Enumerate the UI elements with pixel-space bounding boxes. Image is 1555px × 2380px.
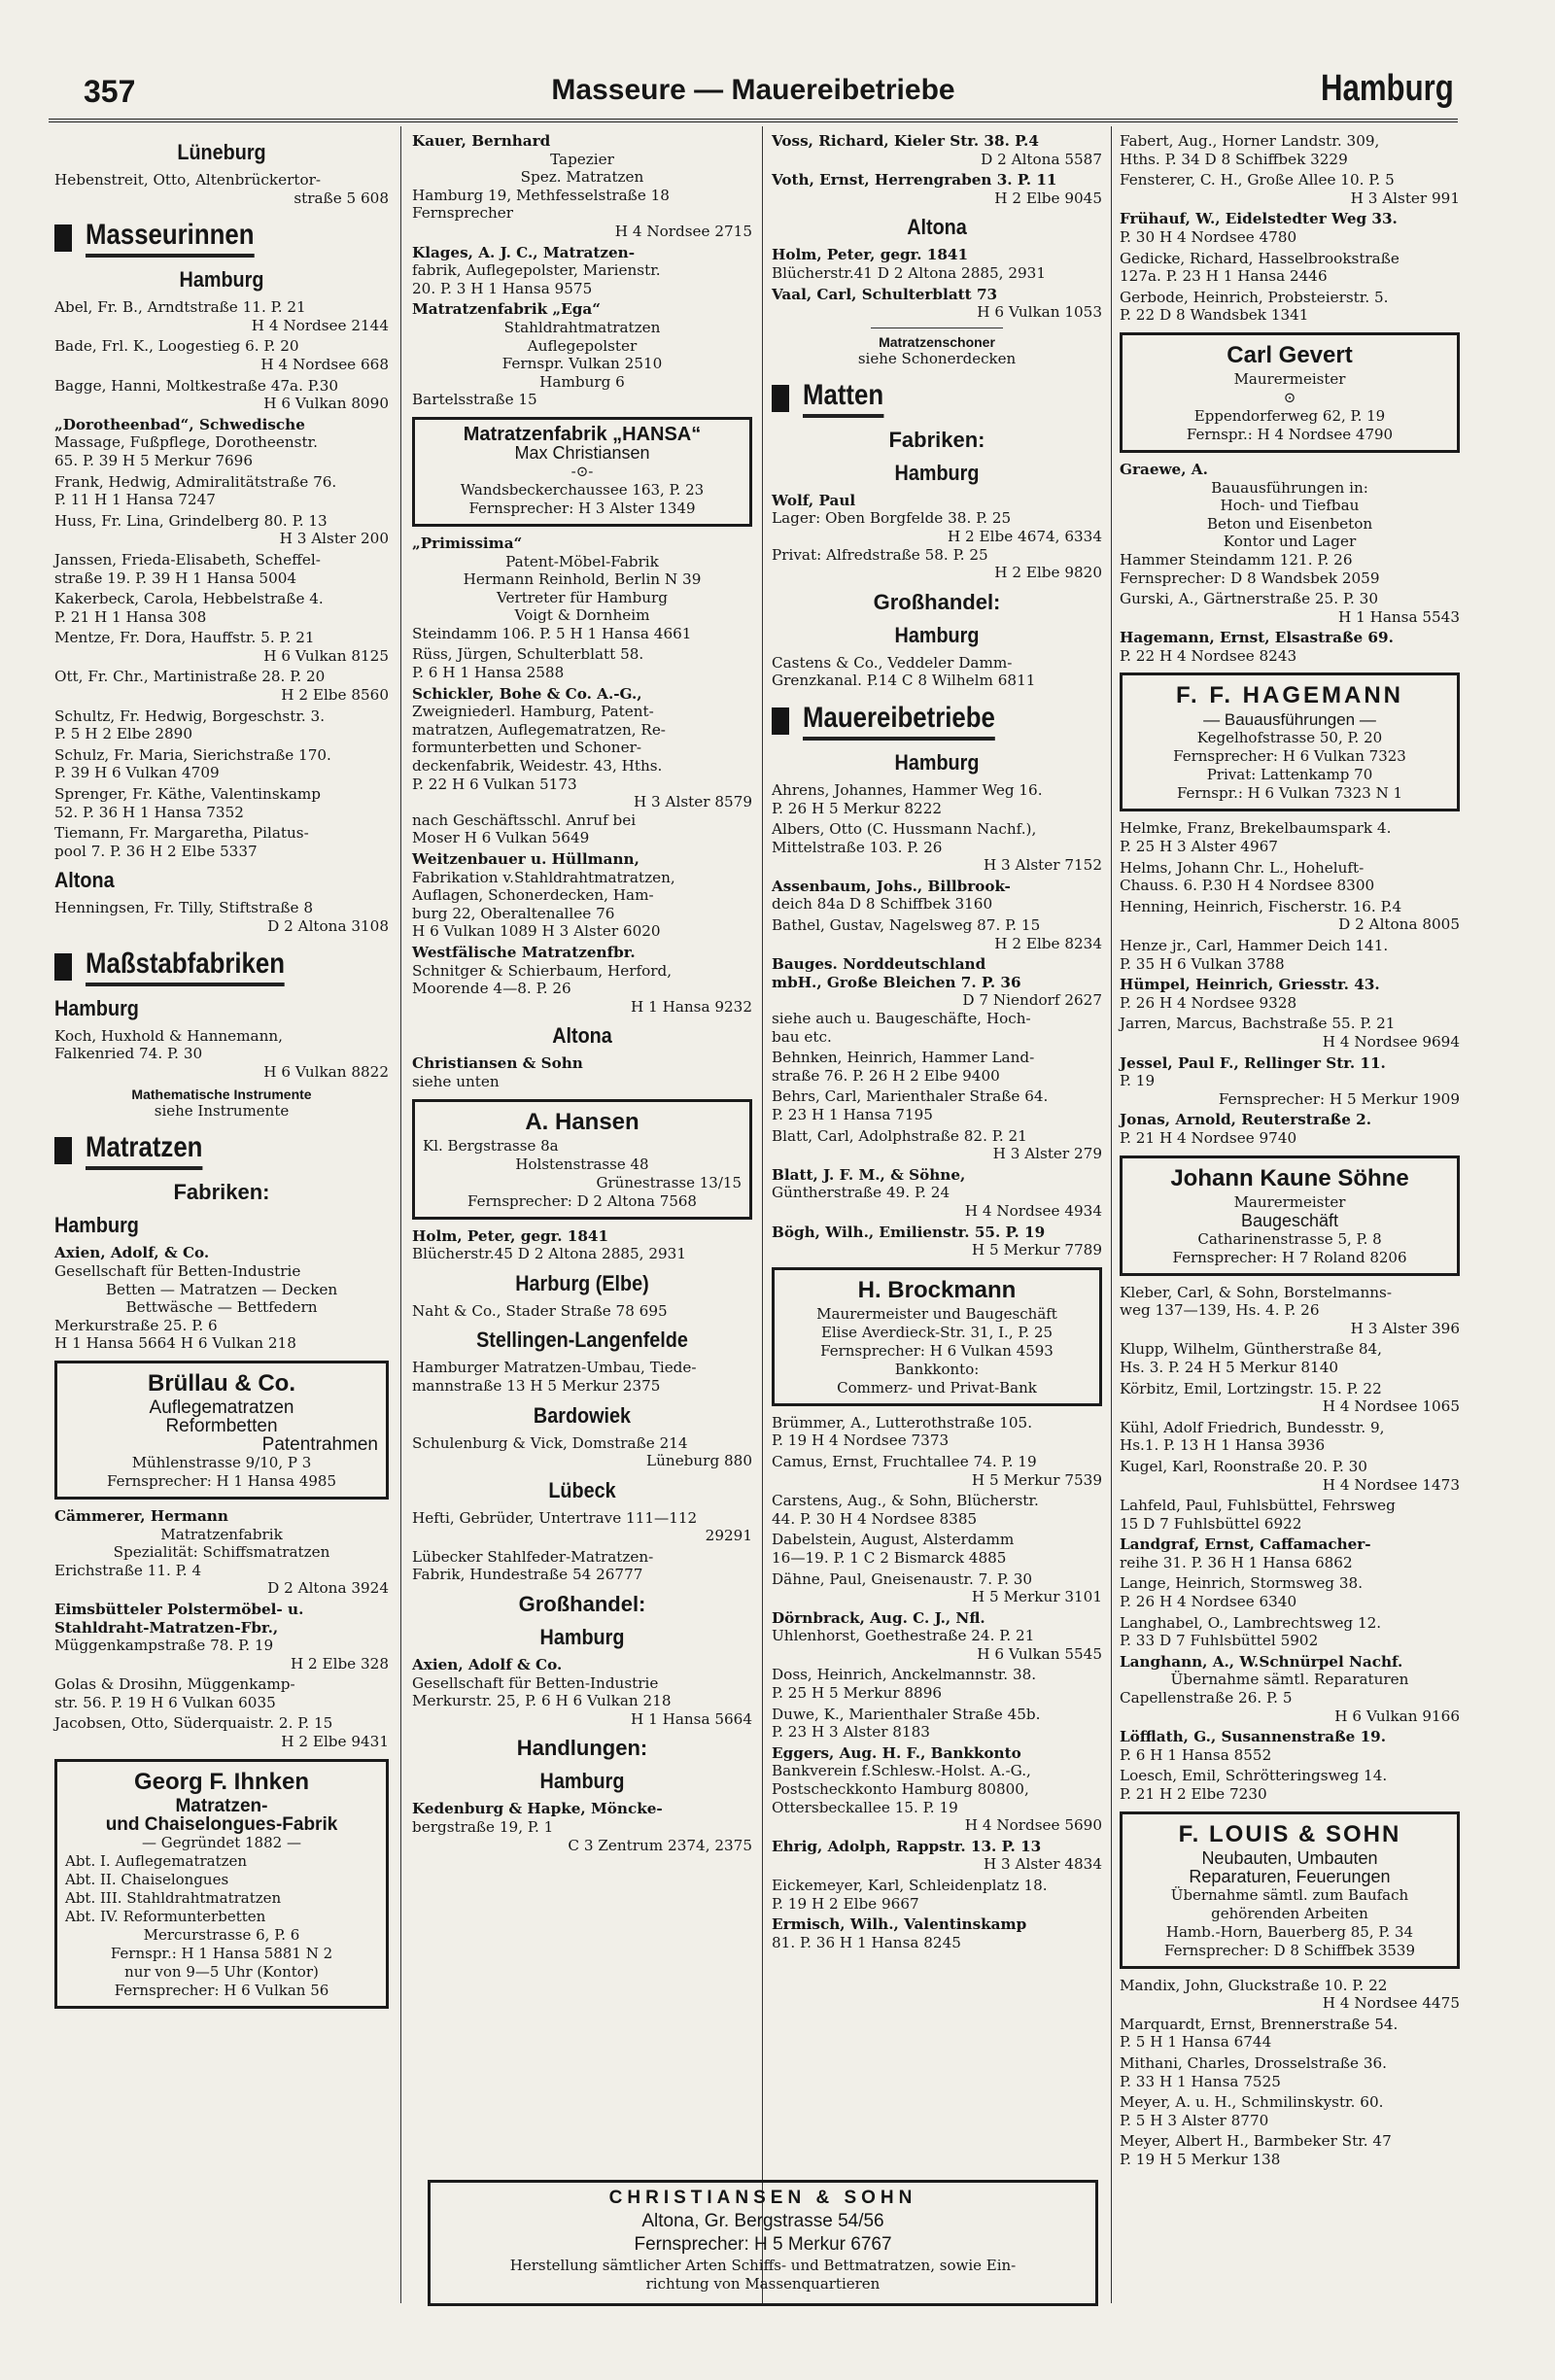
page-header	[49, 68, 1458, 122]
entry: Kugel, Karl, Roonstraße 20. P. 30 H 4 Nordsee 1473	[1120, 1457, 1460, 1494]
entry: Cämmerer, Hermann Matratzenfabrik Spezialität: Schiffsmatratzen Erichstraße 11. P. 4 D 2 Altona 3924	[54, 1506, 389, 1598]
entry: Kauer, Bernhard Tapezier Spez. Matratzen Hamburg 19, Methfesselstraße 18 Fernsprecher H 4 Nordsee 2715	[412, 132, 752, 240]
column-1	[51, 132, 393, 2309]
running-title: Masseure — Mauereibetriebe	[551, 74, 955, 106]
bullet-square-icon	[54, 1137, 72, 1164]
entry: Körbitz, Emil, Lortzingstr. 15. P. 22 H 4 Nordsee 1065	[1120, 1379, 1460, 1416]
location-heading: Hamburg	[54, 995, 139, 1020]
entry: Bagge, Hanni, Moltkestraße 47a. P.30 H 6 Vulkan 8090	[54, 376, 389, 413]
entry: Bögh, Wilh., Emilienstr. 55. P. 19 H 5 Merkur 7789	[772, 1223, 1102, 1259]
location-heading: Harburg (Elbe)	[515, 1270, 649, 1295]
entry: Wolf, Paul Lager: Oben Borgfelde 38. P. 25 H 2 Elbe 4674, 6334 Privat: Alfredstraße 58. P. 25 H 2 Elbe 9820	[772, 491, 1102, 582]
category-heading: Maßstabfabriken	[54, 948, 389, 986]
entry: Hamburger Matratzen-Umbau, Tiede- mannstraße 13 H 5 Merkur 2375	[412, 1359, 697, 1395]
advert-gevert: Carl Gevert Maurermeister ⊙ Eppendorferweg 62, P. 19 Fernspr.: H 4 Nordsee 4790	[1120, 332, 1460, 453]
advert-christiansen-sohn: CHRISTIANSEN & SOHN Altona, Gr. Bergstrasse 54/56 Fernsprecher: H 5 Merkur 6767 Herstellung sämtlicher Arten Schiffs- und Bettmatratzen, sowie Ein- richtung von Massenquartieren	[428, 2180, 1098, 2306]
entry: Lahfeld, Paul, Fuhlsbüttel, Fehrsweg 15 D 7 Fuhlsbüttel 6922	[1120, 1497, 1396, 1533]
entry: Jarren, Marcus, Bachstraße 55. P. 21 H 4 Nordsee 9694	[1120, 1015, 1460, 1051]
category-heading: Matratzen	[54, 1131, 389, 1170]
entry: Jonas, Arnold, Reuterstraße 2. P. 21 H 4 Nordsee 9740	[1120, 1111, 1372, 1147]
entry: Kühl, Adolf Friedrich, Bundesstr. 9, Hs.1. P. 13 H 1 Hansa 3936	[1120, 1418, 1385, 1455]
advert-ihnken: Georg F. Ihnken Matratzen- und Chaiselongues-Fabrik — Gegründet 1882 — Abt. I. Auflegematratzen Abt. II. Chaiselongues Abt. III. Stahldrahtmatratzen Abt. IV. Reformunterbetten Mercurstrasse 6, P. 6 Fernspr.: H 1 Hansa 5881 N 2 nur von 9—5 Uhr (Kontor) Fernsprecher: H 6 Vulkan 56	[54, 1759, 389, 2009]
entry: Abel, Fr. B., Arndtstraße 11. P. 21 H 4 Nordsee 2144	[54, 298, 389, 334]
circle-dot-icon: ⊙	[1283, 388, 1296, 406]
subheading: Fabriken:	[888, 427, 985, 452]
entry: Sprenger, Fr. Käthe, Valentinskamp 52. P. 36 H 1 Hansa 7352	[54, 785, 321, 821]
entry: Voth, Ernst, Herrengraben 3. P. 11 H 2 Elbe 9045	[772, 171, 1102, 207]
entry: Meyer, A. u. H., Schmilinskystr. 60. P. 5 H 3 Alster 8770	[1120, 2093, 1384, 2129]
entry: Blatt, Carl, Adolphstraße 82. P. 21 H 3 Alster 279	[772, 1126, 1102, 1163]
entry: „Dorotheenbad“, Schwedische Massage, Fußpflege, Dorotheenstr. 65. P. 39 H 5 Merkur 7696	[54, 415, 318, 469]
location-heading: Lüneburg	[177, 140, 266, 164]
location-heading: Altona	[54, 868, 115, 893]
entry: Ahrens, Johannes, Hammer Weg 16. P. 26 H 5 Merkur 8222	[772, 780, 1043, 817]
entry: Naht & Co., Stader Straße 78 695	[412, 1301, 668, 1320]
entry: Marquardt, Ernst, Brennerstraße 54. P. 5 H 1 Hansa 6744	[1120, 2015, 1399, 2052]
location-heading: Stellingen-Langenfelde	[476, 1328, 688, 1353]
entry: Fabert, Aug., Horner Landstr. 309, Hths. P. 34 D 8 Schiffbek 3229	[1120, 132, 1380, 168]
subheading: Großhandel:	[873, 589, 1001, 614]
entry: Meyer, Albert H., Barmbeker Str. 47 P. 19 H 5 Merkur 138	[1120, 2132, 1392, 2168]
location-heading: Hamburg	[179, 267, 264, 293]
entry: Langhann, A., W.Schnürpel Nachf. Übernahme sämtl. Reparaturen Capellenstraße 26. P. 5 H 6 Vulkan 9166	[1120, 1652, 1460, 1725]
bullet-square-icon	[54, 953, 72, 981]
entry: Henningsen, Fr. Tilly, Stiftstraße 8 D 2 Altona 3108	[54, 899, 389, 935]
entry: Langhabel, O., Lambrechtsweg 12. P. 33 D 7 Fuhlsbüttel 5902	[1120, 1613, 1382, 1650]
entry: Christiansen & Sohn siehe unten	[412, 1054, 583, 1090]
entry: Schulenburg & Vick, Domstraße 214 Lüneburg 880	[412, 1433, 752, 1470]
entry: Koch, Huxhold & Hannemann, Falkenried 74. P. 30 H 6 Vulkan 8822	[54, 1026, 389, 1081]
entry: Westfälische Matratzenfbr. Schnitger & Schierbaum, Herford, Moorende 4—8. P. 26 H 1 Hansa 9232	[412, 943, 752, 1016]
bullet-square-icon	[772, 707, 789, 735]
column-3	[768, 132, 1106, 2309]
entry: Duwe, K., Marienthaler Straße 45b. P. 23 H 3 Alster 8183	[772, 1705, 1041, 1742]
entry: Golas & Drosihn, Müggenkamp- str. 56. P. 19 H 6 Vulkan 6035	[54, 1675, 295, 1711]
advert-hansa: Matratzenfabrik „HANSA“ Max Christiansen -⊙- Wandsbeckerchaussee 163, P. 23 Fernsprecher: H 3 Alster 1349	[412, 417, 752, 527]
entry: Landgraf, Ernst, Caffamacher- reihe 31. P. 36 H 1 Hansa 6862	[1120, 1535, 1371, 1571]
entry: Kedenburg & Hapke, Möncke- bergstraße 19, P. 1 C 3 Zentrum 2374, 2375	[412, 1800, 752, 1854]
advert-hagemann: F. F. HAGEMANN — Bauausführungen — Kegelhofstrasse 50, P. 20 Fernsprecher: H 6 Vulkan 7323 Privat: Lattenkamp 70 Fernspr.: H 6 Vulkan 7323 N 1	[1120, 673, 1460, 811]
entry: Janssen, Frieda-Elisabeth, Scheffel- straße 19. P. 39 H 1 Hansa 5004	[54, 550, 321, 587]
entry: Mandix, John, Gluckstraße 10. P. 22 H 4 Nordsee 4475	[1120, 1976, 1460, 2013]
subheading: Großhandel:	[518, 1592, 646, 1617]
entry: Klupp, Wilhelm, Güntherstraße 84, Hs. 3. P. 24 H 5 Merkur 8140	[1120, 1340, 1382, 1376]
location-heading: Hamburg	[894, 460, 980, 485]
location-heading: Bardowiek	[533, 1402, 632, 1428]
bullet-square-icon	[54, 224, 72, 252]
entry: Vaal, Carl, Schulterblatt 73 H 6 Vulkan 1053	[772, 285, 1102, 322]
entry: Kakerbeck, Carola, Hebbelstraße 4. P. 21 H 1 Hansa 308	[54, 590, 324, 626]
cross-reference: Matratzenschoner siehe Schonerdecken	[857, 333, 1017, 367]
location-heading: Hamburg	[54, 1213, 139, 1238]
entry: Schulz, Fr. Maria, Sierichstraße 170. P. 39 H 6 Vulkan 4709	[54, 745, 331, 782]
entry: Hagemann, Ernst, Elsastraße 69. P. 22 H 4 Nordsee 8243	[1120, 629, 1394, 665]
subheading: Handlungen:	[516, 1736, 648, 1761]
entry: Hümpel, Heinrich, Griesstr. 43. P. 26 H 4 Nordsee 9328	[1120, 976, 1380, 1012]
entry: Matratzenfabrik „Ega“ Stahldrahtmatratzen Auflegepolster Fernspr. Vulkan 2510 Hamburg 6 Bartelsstraße 15	[412, 300, 663, 409]
entry: Hefti, Gebrüder, Untertrave 111—112 29291	[412, 1508, 752, 1545]
entry: Ermisch, Wilh., Valentinskamp 81. P. 36 H 1 Hansa 8245	[772, 1915, 1027, 1951]
entry: Lübecker Stahlfeder-Matratzen- Fabrik, Hundestraße 54 26777	[412, 1547, 654, 1584]
entry: Frühauf, W., Eidelstedter Weg 33. P. 30 H 4 Nordsee 4780	[1120, 210, 1398, 246]
entry: Eimsbütteler Polstermöbel- u. Stahldraht-Matratzen-Fbr., Müggenkampstraße 78. P. 19 H 2 Elbe 328	[54, 1600, 389, 1673]
entry: Axien, Adolf & Co. Gesellschaft für Betten-Industrie Merkurstr. 25, P. 6 H 6 Vulkan 218 H 1 Hansa 5664	[412, 1656, 752, 1728]
entry: Gerbode, Heinrich, Probsteierstr. 5. P. 22 D 8 Wandsbek 1341	[1120, 288, 1389, 325]
column-rule	[762, 126, 763, 2303]
advert-hansen: A. Hansen Kl. Bergstrasse 8a Holstenstrasse 48 Grünestrasse 13/15 Fernsprecher: D 2 Altona 7568	[412, 1099, 752, 1220]
entry: Doss, Heinrich, Anckelmannstr. 38. P. 25 H 5 Merkur 8896	[772, 1666, 1037, 1703]
entry: Schickler, Bohe & Co. A.-G., Zweigniederl. Hamburg, Patent- matratzen, Auflegematratzen, Re- formunterbetten und Schoner- deckenfabrik, Weidestr. 43, Hths. P. 22 H 6 Vulkan 5173 H 3 Alster 8579 nach Geschäftsschl. Anruf bei Moser H 6 Vulkan 5649	[412, 684, 752, 847]
entry: Brümmer, A., Lutterothstraße 105. P. 19 H 4 Nordsee 7373	[772, 1413, 1033, 1450]
entry: Gedicke, Richard, Hasselbrookstraße 127a. P. 23 H 1 Hansa 2446	[1120, 249, 1400, 286]
entry: Schultz, Fr. Hedwig, Borgeschstr. 3. P. 5 H 2 Elbe 2890	[54, 707, 326, 743]
entry: Jacobsen, Otto, Süderquaistr. 2. P. 15 H 2 Elbe 9431	[54, 1714, 389, 1751]
entry: Lange, Heinrich, Stormsweg 38. P. 26 H 4 Nordsee 6340	[1120, 1574, 1364, 1611]
entry: „Primissima“ Patent-Möbel-Fabrik Hermann Reinhold, Berlin N 39 Vertreter für Hamburg Voigt & Dornheim Steindamm 106. P. 5 H 1 Hansa 4661	[412, 534, 702, 642]
entry: Helms, Johann Chr. L., Hoheluft- Chauss. 6. P.30 H 4 Nordsee 8300	[1120, 858, 1375, 895]
location-heading: Altona	[552, 1023, 612, 1049]
entry: Bade, Frl. K., Loogestieg 6. P. 20 H 4 Nordsee 668	[54, 337, 389, 373]
bullet-square-icon	[772, 385, 789, 412]
location-heading: Hamburg	[539, 1769, 625, 1794]
entry: Helmke, Franz, Brekelbaumspark 4. P. 25 H 3 Alster 4967	[1120, 819, 1392, 856]
entry: Loesch, Emil, Schrötteringsweg 14. P. 21 H 2 Elbe 7230	[1120, 1767, 1388, 1803]
entry: Henning, Heinrich, Fischerstr. 16. P.4 D 2 Altona 8005	[1120, 897, 1460, 934]
entry: Rüss, Jürgen, Schulterblatt 58. P. 6 H 1 Hansa 2588	[412, 645, 644, 682]
entry: Mentze, Fr. Dora, Hauffstr. 5. P. 21 H 6 Vulkan 8125	[54, 629, 389, 665]
entry: Voss, Richard, Kieler Str. 38. P.4 D 2 Altona 5587	[772, 132, 1102, 168]
location-heading: Altona	[907, 215, 967, 240]
advert-bruellau: Brüllau & Co. Auflegematratzen Reformbetten Patentrahmen Mühlenstrasse 9/10, P 3 Fernsprecher: H 1 Hansa 4985	[54, 1361, 389, 1500]
entry: Carstens, Aug., & Sohn, Blücherstr. 44. P. 30 H 4 Nordsee 8385	[772, 1492, 1039, 1528]
entry: Eggers, Aug. H. F., Bankkonto Bankverein f.Schlesw.-Holst. A.-G., Postscheckkonto Hamburg 80800, Ottersbeckallee 15. P. 19 H 4 Nordsee 5690	[772, 1743, 1102, 1835]
advert-kaune: Johann Kaune Söhne Maurermeister Baugeschäft Catharinenstrasse 5, P. 8 Fernsprecher: H 7 Roland 8206	[1120, 1156, 1460, 1276]
entry: Dörnbrack, Aug. C. J., Nfl. Uhlenhorst, Goethestraße 24. P. 21 H 6 Vulkan 5545	[772, 1608, 1102, 1663]
location-heading: Lübeck	[548, 1477, 616, 1502]
entry: Kleber, Carl, & Sohn, Borstelmanns- weg 137—139, Hs. 4. P. 26 H 3 Alster 396	[1120, 1283, 1460, 1337]
category-heading: Matten	[772, 379, 1102, 418]
entry: Behrs, Carl, Marienthaler Straße 64. P. 23 H 1 Hansa 7195	[772, 1087, 1049, 1123]
column-4	[1116, 132, 1464, 2309]
entry: Fensterer, C. H., Große Allee 10. P. 5 H 3 Alster 991	[1120, 171, 1460, 207]
entry: Blatt, J. F. M., & Söhne, Güntherstraße 49. P. 24 H 4 Nordsee 4934	[772, 1165, 1102, 1220]
entry: Camus, Ernst, Fruchtallee 74. P. 19 H 5 Merkur 7539	[772, 1452, 1102, 1489]
entry: Löfflath, G., Susannenstraße 19. P. 6 H 1 Hansa 8552	[1120, 1728, 1387, 1764]
subheading: Fabriken:	[173, 1180, 270, 1205]
entry: Tiemann, Fr. Margaretha, Pilatus- pool 7. P. 36 H 2 Elbe 5337	[54, 824, 309, 860]
city-heading: Hamburg	[1321, 68, 1454, 109]
entry: Albers, Otto (C. Hussmann Nachf.), Mittelstraße 103. P. 26 H 3 Alster 7152	[772, 820, 1102, 875]
advert-louis: F. LOUIS & SOHN Neubauten, Umbauten Reparaturen, Feuerungen Übernahme sämtl. zum Baufach gehörenden Arbeiten Hamb.-Horn, Bauerberg 85, P. 34 Fernsprecher: D 8 Schiffbek 3539	[1120, 1811, 1460, 1969]
location-heading: Hamburg	[894, 622, 980, 647]
entry: Castens & Co., Veddeler Damm- Grenzkanal. P.14 C 8 Wilhelm 6811	[772, 653, 1036, 690]
entry: Graewe, A. Bauausführungen in: Hoch- und Tiefbau Beton und Eisenbeton Kontor und Lager Hammer Steindamm 121. P. 26 Fernsprecher: D 8 Wandsbek 2059	[1120, 460, 1380, 587]
entry: Jessel, Paul F., Rellinger Str. 11. P. 19 Fernsprecher: H 5 Merkur 1909	[1120, 1053, 1460, 1108]
entry: Gurski, A., Gärtnerstraße 25. P. 30 H 1 Hansa 5543	[1120, 590, 1460, 626]
entry: Weitzenbauer u. Hüllmann, Fabrikation v.Stahldrahtmatratzen, Auflagen, Schonerdecken, Ham- burg 22, Oberaltenallee 76 H 6 Vulkan 1089 H 3 Alster 6020	[412, 850, 675, 941]
location-heading: Hamburg	[539, 1625, 625, 1650]
entry: Hebenstreit, Otto, Altenbrückertor- straße 5 608	[54, 171, 389, 207]
entry: Holm, Peter, gegr. 1841 Blücherstr.41 D 2 Altona 2885, 2931	[772, 246, 1046, 282]
cross-reference: Mathematische Instrumente siehe Instrumente	[131, 1087, 312, 1121]
column-2	[408, 132, 756, 2309]
entry: Bathel, Gustav, Nagelsweg 87. P. 15 H 2 Elbe 8234	[772, 916, 1102, 952]
entry: Dabelstein, August, Alsterdamm 16—19. P. 1 C 2 Bismarck 4885	[772, 1531, 1015, 1567]
entry: Eickemeyer, Karl, Schleidenplatz 18. P. 19 H 2 Elbe 9667	[772, 1877, 1048, 1913]
advert-brockmann: H. Brockmann Maurermeister und Baugeschäft Elise Averdieck-Str. 31, I., P. 25 Fernsprecher: H 6 Vulkan 4593 Bankkonto: Commerz- und Privat-Bank	[772, 1267, 1102, 1406]
category-heading: Masseurinnen	[54, 219, 389, 258]
entry: Dähne, Paul, Gneisenaustr. 7. P. 30 H 5 Merkur 3101	[772, 1569, 1102, 1606]
entry: Bauges. Norddeutschland mbH., Große Bleichen 7. P. 36 D 7 Niendorf 2627 siehe auch u. Baugeschäfte, Hoch- bau etc.	[772, 955, 1102, 1046]
entry: Axien, Adolf, & Co. Gesellschaft für Betten-Industrie Betten — Matratzen — Decken Bettwäsche — Bettfedern Merkurstraße 25. P. 6 H 1 Hansa 5664 H 6 Vulkan 218	[54, 1244, 338, 1353]
page-number: 357	[84, 74, 136, 109]
entry: Ehrig, Adolph, Rappstr. 13. P. 13 H 3 Alster 4834	[772, 1837, 1102, 1874]
entry: Behnken, Heinrich, Hammer Land- straße 76. P. 26 H 2 Elbe 9400	[772, 1049, 1035, 1085]
entry: Klages, A. J. C., Matratzen- fabrik, Auflegepolster, Marienstr. 20. P. 3 H 1 Hansa 9575	[412, 243, 661, 297]
entry: Huss, Fr. Lina, Grindelberg 80. P. 13 H 3 Alster 200	[54, 511, 389, 548]
entry: Henze jr., Carl, Hammer Deich 141. P. 35 H 6 Vulkan 3788	[1120, 937, 1389, 973]
location-heading: Hamburg	[894, 749, 980, 775]
entry: Assenbaum, Johs., Billbrook- deich 84a D 8 Schiffbek 3160	[772, 877, 1011, 914]
entry: Ott, Fr. Chr., Martinistraße 28. P. 20 H 2 Elbe 8560	[54, 668, 389, 705]
column-rule	[400, 126, 401, 2303]
entry: Mithani, Charles, Drosselstraße 36. P. 33 H 1 Hansa 7525	[1120, 2053, 1387, 2090]
column-rule	[1111, 126, 1112, 2303]
entry: Frank, Hedwig, Admiralitätstraße 76. P. 11 H 1 Hansa 7247	[54, 472, 337, 509]
entry: Holm, Peter, gegr. 1841 Blücherstr.45 D 2 Altona 2885, 2931	[412, 1226, 686, 1263]
category-heading: Mauereibetriebe	[772, 702, 1102, 741]
